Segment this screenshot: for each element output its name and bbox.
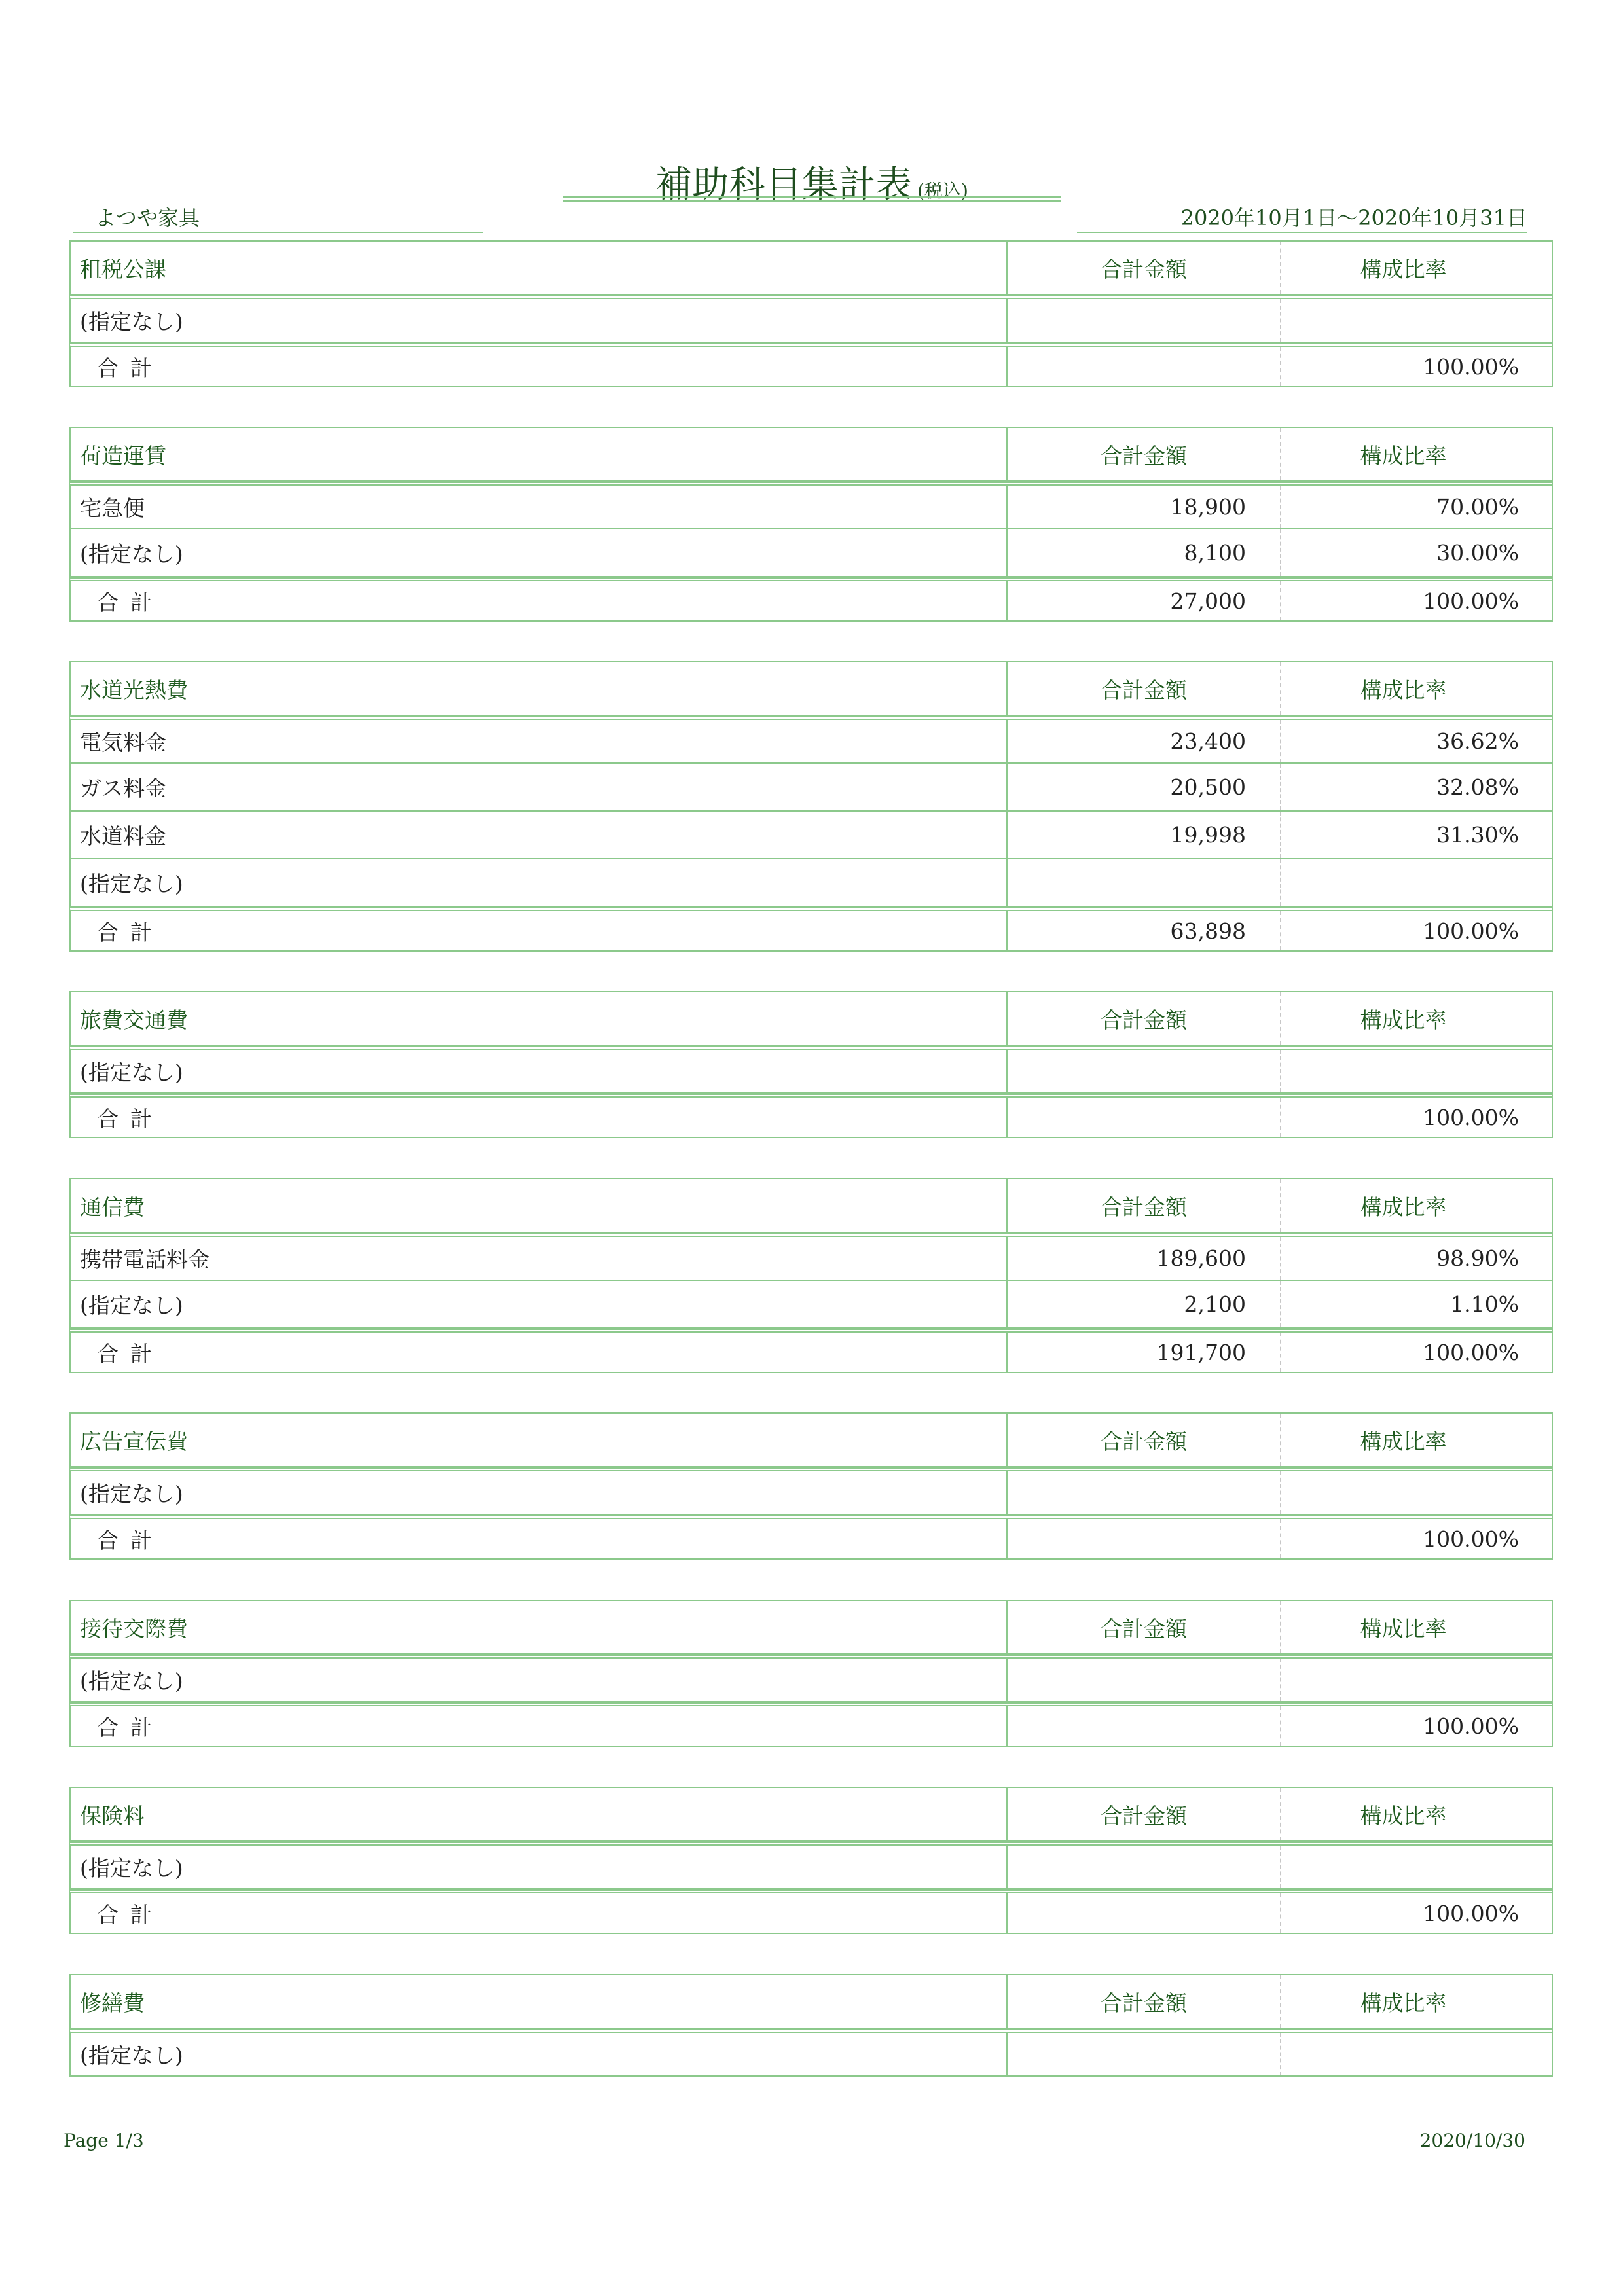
account-section bbox=[69, 1974, 1553, 2077]
sub-account-row bbox=[69, 1655, 1553, 1702]
account-section bbox=[69, 1412, 1553, 1560]
section-header-row bbox=[69, 991, 1553, 1046]
total-amount bbox=[1008, 1519, 1281, 1558]
sub-account-row bbox=[69, 812, 1553, 859]
ratio-cell: 70.00% bbox=[1436, 494, 1519, 520]
total-row bbox=[69, 1515, 1553, 1560]
ratio-cell: 32.08% bbox=[1436, 774, 1519, 800]
sub-account-row bbox=[69, 1233, 1553, 1281]
sub-account-row bbox=[69, 716, 1553, 764]
amount-cell bbox=[1008, 1846, 1281, 1888]
sub-account-row bbox=[69, 2029, 1553, 2077]
amount-cell bbox=[1008, 1659, 1281, 1701]
sub-account-row bbox=[69, 529, 1553, 577]
account-name: 租税公課 bbox=[71, 242, 1008, 294]
sub-account-row bbox=[69, 1281, 1553, 1329]
account-name: 広告宣伝費 bbox=[71, 1414, 1008, 1466]
amount-cell: 20,500 bbox=[1008, 764, 1281, 810]
total-amount: 63,898 bbox=[1008, 911, 1281, 950]
sub-account-name: 水道料金 bbox=[71, 812, 1008, 858]
page-number: Page 1/3 bbox=[64, 2130, 144, 2151]
col-header-amount: 合計金額 bbox=[1008, 1601, 1281, 1653]
amount-cell bbox=[1008, 2033, 1281, 2075]
total-row bbox=[69, 1094, 1553, 1138]
total-label: 合計 bbox=[71, 1893, 1008, 1933]
total-row bbox=[69, 907, 1553, 952]
amount-cell: 18,900 bbox=[1008, 486, 1281, 528]
total-ratio: 100.00% bbox=[1423, 588, 1519, 614]
sub-account-row bbox=[69, 295, 1553, 343]
sub-account-name: (指定なし) bbox=[71, 299, 1008, 342]
amount-cell: 2,100 bbox=[1008, 1281, 1281, 1327]
company-name: よつや家具 bbox=[73, 202, 483, 233]
total-row bbox=[69, 1329, 1553, 1373]
ratio-cell bbox=[1281, 1050, 1552, 1092]
total-ratio: 100.00% bbox=[1423, 1900, 1519, 1926]
total-amount: 191,700 bbox=[1008, 1333, 1281, 1372]
total-amount bbox=[1008, 1098, 1281, 1137]
total-label: 合計 bbox=[71, 1333, 1008, 1372]
total-ratio: 100.00% bbox=[1423, 353, 1519, 380]
total-label: 合計 bbox=[71, 1519, 1008, 1558]
section-header-row bbox=[69, 1974, 1553, 2029]
amount-cell: 23,400 bbox=[1008, 720, 1281, 762]
col-header-ratio: 構成比率 bbox=[1360, 677, 1447, 703]
title-underline-2 bbox=[563, 200, 1061, 202]
sub-account-row bbox=[69, 1842, 1553, 1890]
col-header-ratio: 構成比率 bbox=[1360, 1990, 1447, 2016]
col-header-ratio: 構成比率 bbox=[1360, 1803, 1447, 1829]
sub-account-name: 電気料金 bbox=[71, 720, 1008, 762]
section-header-row bbox=[69, 1600, 1553, 1655]
amount-cell bbox=[1008, 1471, 1281, 1514]
col-header-ratio: 構成比率 bbox=[1360, 1007, 1447, 1033]
print-date: 2020/10/30 bbox=[1419, 2130, 1525, 2151]
account-name: 水道光熱費 bbox=[71, 662, 1008, 715]
ratio-cell bbox=[1281, 1659, 1552, 1701]
section-header-row bbox=[69, 1412, 1553, 1467]
col-header-ratio: 構成比率 bbox=[1360, 442, 1447, 469]
col-header-amount: 合計金額 bbox=[1008, 662, 1281, 715]
ratio-cell bbox=[1281, 1846, 1552, 1888]
total-row bbox=[69, 343, 1553, 387]
ratio-cell: 30.00% bbox=[1436, 540, 1519, 565]
total-label: 合計 bbox=[71, 1706, 1008, 1746]
ratio-cell: 36.62% bbox=[1436, 728, 1519, 754]
ratio-cell: 1.10% bbox=[1450, 1291, 1519, 1317]
section-header-row bbox=[69, 661, 1553, 716]
sub-account-row bbox=[69, 859, 1553, 907]
amount-cell: 8,100 bbox=[1008, 529, 1281, 576]
account-name: 旅費交通費 bbox=[71, 992, 1008, 1045]
sub-account-name: (指定なし) bbox=[71, 529, 1008, 576]
sub-account-row bbox=[69, 1467, 1553, 1515]
col-header-ratio: 構成比率 bbox=[1360, 1615, 1447, 1641]
col-header-amount: 合計金額 bbox=[1008, 242, 1281, 294]
col-header-ratio: 構成比率 bbox=[1360, 1194, 1447, 1220]
total-label: 合計 bbox=[71, 911, 1008, 950]
total-amount bbox=[1008, 347, 1281, 386]
account-section bbox=[69, 1600, 1553, 1747]
title-underline bbox=[563, 196, 1061, 198]
col-header-amount: 合計金額 bbox=[1008, 1414, 1281, 1466]
account-name: 修繕費 bbox=[71, 1975, 1008, 2028]
ratio-cell: 98.90% bbox=[1436, 1246, 1519, 1271]
account-name: 通信費 bbox=[71, 1179, 1008, 1232]
sub-account-row bbox=[69, 482, 1553, 529]
sub-account-row bbox=[69, 1046, 1553, 1094]
section-header-row bbox=[69, 1787, 1553, 1842]
sub-account-row bbox=[69, 764, 1553, 812]
sub-account-name: (指定なし) bbox=[71, 1659, 1008, 1701]
account-section bbox=[69, 427, 1553, 622]
account-name: 荷造運賃 bbox=[71, 428, 1008, 480]
col-header-ratio: 構成比率 bbox=[1360, 1428, 1447, 1454]
total-label: 合計 bbox=[71, 581, 1008, 620]
total-ratio: 100.00% bbox=[1423, 1713, 1519, 1739]
total-ratio: 100.00% bbox=[1423, 918, 1519, 944]
section-header-row bbox=[69, 1178, 1553, 1233]
account-name: 接待交際費 bbox=[71, 1601, 1008, 1653]
amount-cell bbox=[1008, 1050, 1281, 1092]
sub-account-name: (指定なし) bbox=[71, 1471, 1008, 1514]
total-row bbox=[69, 1702, 1553, 1747]
total-row bbox=[69, 577, 1553, 622]
total-amount: 27,000 bbox=[1008, 581, 1281, 620]
report-period: 2020年10月1日～2020年10月31日 bbox=[1077, 202, 1527, 233]
total-amount bbox=[1008, 1706, 1281, 1746]
section-header-row bbox=[69, 240, 1553, 295]
col-header-amount: 合計金額 bbox=[1008, 1788, 1281, 1840]
total-label: 合計 bbox=[71, 1098, 1008, 1137]
ratio-cell bbox=[1281, 1471, 1552, 1514]
col-header-ratio: 構成比率 bbox=[1360, 256, 1447, 282]
sub-account-name: 宅急便 bbox=[71, 486, 1008, 528]
account-section bbox=[69, 661, 1553, 952]
col-header-amount: 合計金額 bbox=[1008, 428, 1281, 480]
sub-account-name: ガス料金 bbox=[71, 764, 1008, 810]
title-text: 補助科目集計表 bbox=[655, 164, 913, 206]
account-section bbox=[69, 240, 1553, 387]
sub-account-name: (指定なし) bbox=[71, 1050, 1008, 1092]
total-label: 合計 bbox=[71, 347, 1008, 386]
section-header-row bbox=[69, 427, 1553, 482]
ratio-cell bbox=[1281, 859, 1552, 906]
amount-cell bbox=[1008, 859, 1281, 906]
account-section bbox=[69, 1178, 1553, 1373]
amount-cell: 19,998 bbox=[1008, 812, 1281, 858]
total-ratio: 100.00% bbox=[1423, 1526, 1519, 1552]
ratio-cell bbox=[1281, 299, 1552, 342]
total-row bbox=[69, 1890, 1553, 1934]
account-section bbox=[69, 991, 1553, 1138]
amount-cell: 189,600 bbox=[1008, 1237, 1281, 1280]
sub-account-name: 携帯電話料金 bbox=[71, 1237, 1008, 1280]
total-ratio: 100.00% bbox=[1423, 1339, 1519, 1365]
sub-account-name: (指定なし) bbox=[71, 2033, 1008, 2075]
title-suffix: (税込) bbox=[917, 180, 968, 202]
sub-account-name: (指定なし) bbox=[71, 859, 1008, 906]
account-section bbox=[69, 1787, 1553, 1934]
total-amount bbox=[1008, 1893, 1281, 1933]
ratio-cell: 31.30% bbox=[1436, 822, 1519, 848]
ratio-cell bbox=[1281, 2033, 1552, 2075]
sub-account-name: (指定なし) bbox=[71, 1846, 1008, 1888]
sub-account-name: (指定なし) bbox=[71, 1281, 1008, 1327]
account-name: 保険料 bbox=[71, 1788, 1008, 1840]
col-header-amount: 合計金額 bbox=[1008, 1179, 1281, 1232]
total-ratio: 100.00% bbox=[1423, 1104, 1519, 1130]
col-header-amount: 合計金額 bbox=[1008, 992, 1281, 1045]
col-header-amount: 合計金額 bbox=[1008, 1975, 1281, 2028]
amount-cell bbox=[1008, 299, 1281, 342]
